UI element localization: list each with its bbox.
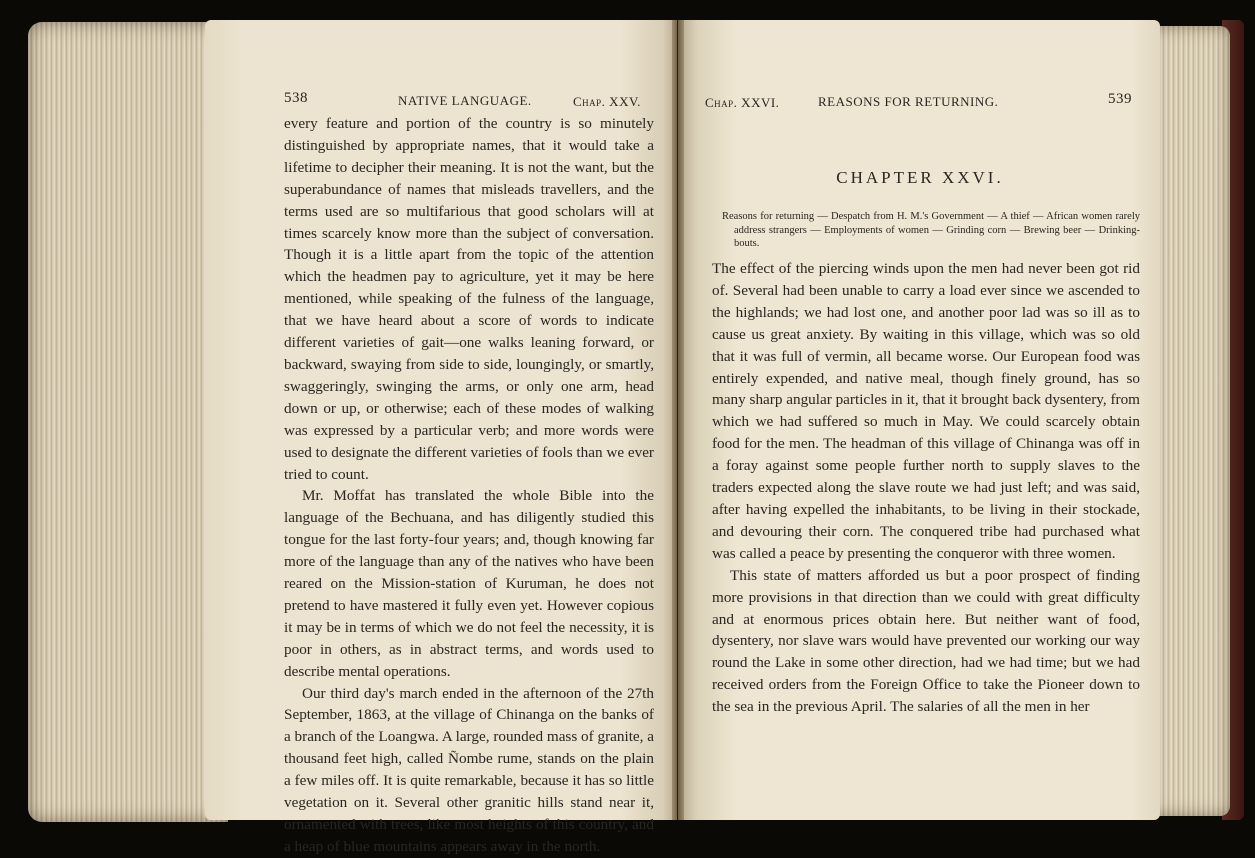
left-page-edges bbox=[28, 22, 228, 822]
left-chapter-label: Chap. XXV. bbox=[573, 94, 641, 109]
left-running-head: NATIVE LANGUAGE. bbox=[398, 93, 532, 108]
right-page-edges bbox=[1150, 26, 1230, 816]
chapter-title: CHAPTER XXVI. bbox=[836, 168, 1004, 187]
paragraph: The effect of the piercing winds upon the men had never been got rid of. Several had been unable to carry a load ever since we ascended to the highlands; we had lost one, and another poor lad was so ill as to cause us great anxiety. By waiting in this village, which was so old that it was full of vermin, all became worse. Our European food was entirely expended, and native meal, though finely ground, has so many sharp angular particles in it, that it brought back dysentery, from which we had suffered so much in May. We could scarcely obtain food for the men. The headman of this village of Chinanga was off in a foray against some people further north to supply slaves to the traders expected along the slave route we had just left; and was said, after having expelled the inhabitants, to be living in their stockade, and devouring their corn. The conquered tribe had purchased what was called a peace by presenting the conqueror with three women. bbox=[712, 260, 1140, 562]
right-page-number: 539 bbox=[1108, 91, 1132, 107]
paragraph: every feature and portion of the country is so minutely distinguished by appropriate names, that it would take a lifetime to decipher their meaning. It is not the want, but the superabundance of names that misleads travellers, and the terms used are so multifarious that good scholars will at times scarcely know more than the subject of conversation. Though it is a little apart from the topic of the attention which the headmen pay to agriculture, yet it may be here mentioned, while speaking of the fulness of the language, that we have heard about a score of words to indicate different varieties of gait—one walks leaning forward, or backward, swaying from side to side, loungingly, or smartly, swaggeringly, swinging the arms, or only one arm, head down or up, or otherwise; each of these modes of walking was expressed by a particular verb; and more words were used to designate the different varieties of fools than we ever tried to count. bbox=[284, 115, 654, 483]
left-page-number: 538 bbox=[284, 90, 308, 106]
right-chapter-label: Chap. XXVI. bbox=[705, 95, 780, 110]
paragraph: This state of matters afforded us but a poor prospect of finding more provisions in that direction than we could with great difficulty and at enormous prices obtain here. But neither want of food, dysentery, nor slave wars would have prevented our working our way round the Lake in some other direction, had we had time; but we had received orders from the Foreign Office to take the Pioneer down to the sea in the previous April. The salaries of all the men in her bbox=[712, 566, 1140, 716]
left-page-body bbox=[284, 113, 654, 858]
paragraph: Our third day's march ended in the afternoon of the 27th September, 1863, at the village of Chinanga on the banks of a branch of the Loangwa. A large, rounded mass of granite, a thousand feet high, called Ñombe rume, stands on the plain a few miles off. It is quite remarkable, because it has so little vegetation on it. Several other granitic hills stand near it, ornamented with trees, like most heights of this country, and a heap of blue mountains appears away in the north. bbox=[284, 684, 655, 855]
paragraph: Mr. Moffat has translated the whole Bible into the language of the Bechuana, and has diligently studied this tongue for the last forty-four years; and, though knowing far more of the language than any of the natives who have been reared on the Mission-station of Kuruman, he does not pretend to have mastered it fully even yet. However copious it may be in terms of which we do not feel the necessity, it is poor in others, as in abstract terms, and words used to describe mental operations. bbox=[284, 487, 654, 680]
right-page-body bbox=[712, 258, 1140, 718]
chapter-summary: Reasons for returning — Despatch from H. M.'s Government — A thief — African women rarely address strangers — Employments of women — Grinding corn — Brewing beer — Drinking-bouts. bbox=[722, 211, 1140, 249]
right-running-head: REASONS FOR RETURNING. bbox=[818, 94, 999, 109]
book-gutter bbox=[672, 20, 684, 820]
